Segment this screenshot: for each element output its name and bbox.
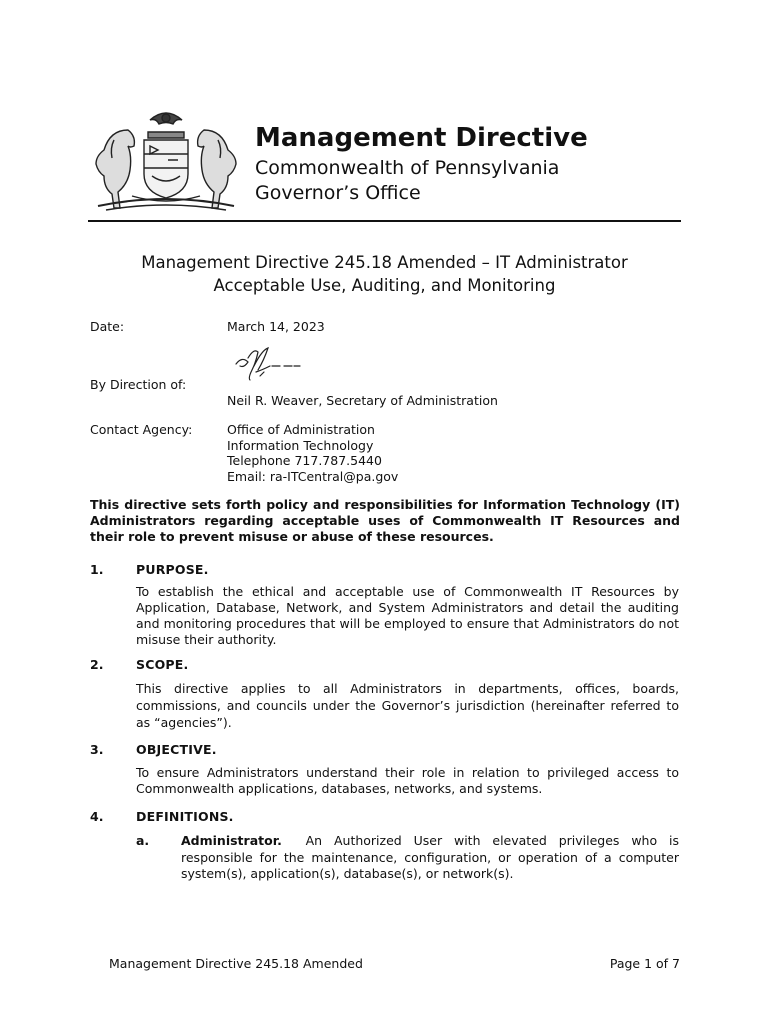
header-commonwealth: Commonwealth of Pennsylvania xyxy=(255,157,560,179)
footer-document-name: Management Directive 245.18 Amended xyxy=(109,956,363,971)
signature-image xyxy=(232,346,312,382)
contact-agency-label: Contact Agency: xyxy=(90,422,193,437)
contact-email: Email: ra-ITCentral@pa.gov xyxy=(227,468,399,484)
section-2-heading: SCOPE. xyxy=(136,657,189,672)
section-3-number: 3. xyxy=(90,742,104,757)
contact-office: Office of Administration xyxy=(227,422,375,437)
section-1-body: To establish the ethical and acceptable use of Commonwealth IT Resources by Application, Database, Network, and System Administrators and detail the auditing and monitoring procedures that will be employed to ensure that Administrators do not misuse their authority. xyxy=(136,584,679,647)
date-label: Date: xyxy=(90,319,125,334)
header-office: Governor’s Office xyxy=(255,182,421,204)
definition-a-letter: a. xyxy=(136,833,150,848)
direction-label: By Direction of: xyxy=(90,377,187,392)
contact-agency-details xyxy=(227,422,398,484)
section-4-heading: DEFINITIONS. xyxy=(136,809,234,824)
document-title-line-2: Acceptable Use, Auditing, and Monitoring xyxy=(213,276,556,295)
contact-division: Information Technology xyxy=(227,437,374,453)
header-divider xyxy=(88,220,681,222)
footer-page-number: Page 1 of 7 xyxy=(609,956,680,971)
definition-a-body xyxy=(181,833,679,883)
definition-a-text: An Authorized User with elevated privileges who is responsible for the maintenance, configuration, or operation of a computer system(s), application(s), database(s), or network(s). xyxy=(181,833,679,881)
header-subtitle xyxy=(255,156,559,206)
section-2-number: 2. xyxy=(90,657,104,672)
document-title-line-1: Management Directive 245.18 Amended – IT Administrator xyxy=(141,253,628,272)
section-4-number: 4. xyxy=(90,809,104,824)
document-title xyxy=(88,251,681,297)
definition-a-term: Administrator. xyxy=(181,833,282,848)
section-1-number: 1. xyxy=(90,562,104,577)
section-1-heading: PURPOSE. xyxy=(136,562,209,577)
direction-value: Neil R. Weaver, Secretary of Administration xyxy=(227,393,498,408)
section-3-body: To ensure Administrators understand their role in relation to privileged access to Commonwealth applications, databases, networks, and systems. xyxy=(136,765,679,796)
date-value: March 14, 2023 xyxy=(227,319,325,334)
section-3-heading: OBJECTIVE. xyxy=(136,742,217,757)
header-title: Management Directive xyxy=(255,123,588,153)
intro-summary: This directive sets forth policy and responsibilities for Information Technology (IT) Administrators regarding acceptable uses of Commonwealth IT Resources and their role to prevent misuse or abuse of these resources. xyxy=(90,497,680,544)
contact-telephone: Telephone 717.787.5440 xyxy=(227,453,382,468)
section-2-body: This directive applies to all Administrators in departments, offices, boards, commissions, and councils under the Governor’s jurisdiction (hereinafter referred to as “agencies”). xyxy=(136,681,679,730)
pennsylvania-coat-of-arms-seal xyxy=(88,110,244,216)
